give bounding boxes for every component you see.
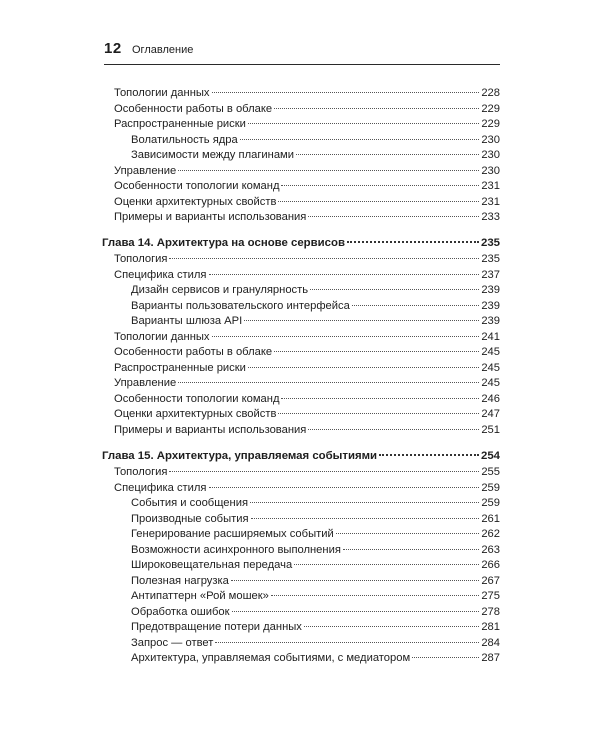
dot-leader (294, 564, 479, 565)
toc-entry-page: 284 (481, 636, 500, 649)
dot-leader (278, 413, 479, 414)
dot-leader (304, 626, 479, 627)
toc-entry-title: Варианты шлюза API (131, 315, 243, 327)
toc-entry-title: Распространенные риски (114, 361, 246, 374)
toc-entry-title: Особенности работы в облаке (114, 346, 273, 358)
toc-entry-page: 235 (481, 253, 500, 265)
toc-entry-title: Специфика стиля (114, 268, 207, 281)
toc-entry-title: Особенности топологии команд (114, 392, 280, 405)
toc-entry[interactable] (131, 314, 500, 328)
toc-entry[interactable] (114, 407, 500, 421)
toc-entry-title: Варианты пользовательского интерфейса (131, 299, 350, 312)
dot-leader (250, 502, 479, 503)
toc-entry[interactable] (114, 164, 500, 178)
toc-entry-page: 231 (481, 180, 500, 192)
toc-entry[interactable] (131, 527, 500, 541)
toc-entry[interactable] (114, 86, 500, 100)
page-number: 12 (104, 40, 122, 57)
toc-entry-page: 262 (481, 528, 500, 540)
toc-entry[interactable] (114, 376, 500, 390)
toc-entry-page: 281 (481, 621, 500, 633)
toc-entry-page: 261 (481, 512, 500, 525)
toc-entry-title: Управление (114, 377, 177, 389)
toc-entry-page: 266 (481, 559, 500, 571)
toc-entry[interactable] (131, 620, 500, 634)
toc-entry[interactable] (114, 361, 500, 375)
toc-entry-title: Волатильность ядра (131, 133, 238, 146)
running-title: Оглавление (132, 44, 194, 56)
dot-leader (209, 487, 480, 488)
page-header (104, 40, 500, 65)
dot-leader (178, 170, 479, 171)
dot-leader (231, 580, 479, 581)
toc-entry[interactable] (131, 512, 500, 526)
dot-leader (209, 274, 480, 275)
toc-entry-title: Запрос — ответ (131, 636, 214, 649)
dot-leader (308, 216, 479, 217)
toc-entry-page: 254 (480, 450, 500, 462)
toc-entry-page: 263 (481, 543, 500, 556)
toc-entry-page: 239 (481, 284, 500, 296)
toc-entry[interactable] (131, 574, 500, 588)
dot-leader (212, 92, 480, 93)
toc-entry[interactable] (114, 210, 500, 224)
toc-entry[interactable] (114, 179, 500, 193)
toc-entry[interactable] (114, 423, 500, 437)
dot-leader (215, 642, 479, 643)
toc-entry-title: Особенности топологии команд (114, 180, 280, 192)
toc-entry-title: Широковещательная передача (131, 559, 293, 571)
toc-entry[interactable] (114, 268, 500, 282)
dot-leader (310, 289, 479, 290)
toc-entry[interactable] (114, 102, 500, 116)
toc-entry-title: Антипаттерн «Рой мошек» (131, 590, 269, 602)
dot-leader (296, 154, 479, 155)
toc-entry-page: 259 (481, 497, 500, 509)
toc-entry-page: 245 (481, 361, 500, 374)
dot-leader (248, 367, 479, 368)
toc-entry-title: Производные события (131, 512, 249, 525)
toc-entry[interactable] (131, 558, 500, 572)
toc-entry-title: Глава 14. Архитектура на основе сервисов (102, 237, 345, 249)
toc-entry-title: Примеры и варианты использования (114, 423, 307, 436)
toc-entry-page: 230 (481, 133, 500, 146)
toc-entry-title: Генерирование расширяемых событий (131, 528, 334, 540)
chapter-heading[interactable] (102, 236, 500, 250)
toc-entry-title: Глава 15. Архитектура, управляемая событиями (102, 450, 378, 462)
toc-entry-title: Управление (114, 164, 177, 177)
toc-entry[interactable] (131, 636, 500, 650)
toc-entry[interactable] (131, 283, 500, 297)
dot-leader (278, 201, 479, 202)
toc-entry-title: Предотвращение потери данных (131, 621, 302, 633)
toc-entry[interactable] (114, 392, 500, 406)
toc-entry-title: События и сообщения (131, 497, 249, 509)
toc-entry-page: 229 (481, 102, 500, 115)
toc-entry-title: Топологии данных (114, 87, 210, 99)
toc-entry[interactable] (114, 345, 500, 359)
toc-entry-title: Оценки архитектурных свойств (114, 408, 277, 420)
dot-leader (336, 533, 480, 534)
dot-leader (274, 351, 479, 352)
toc-entry[interactable] (131, 651, 500, 665)
dot-leader (240, 139, 480, 140)
dot-leader (232, 611, 480, 612)
toc-entry-page: 247 (481, 408, 500, 420)
toc-entry-page: 241 (481, 330, 500, 343)
toc-entry-page: 251 (481, 423, 500, 436)
toc-entry-page: 229 (481, 118, 500, 130)
dot-leader (169, 471, 479, 472)
toc-entry[interactable] (131, 589, 500, 603)
toc-entry-title: Полезная нагрузка (131, 574, 229, 587)
toc-entry-title: Особенности работы в облаке (114, 102, 273, 115)
dot-leader (244, 320, 479, 321)
toc-entry[interactable] (131, 299, 500, 313)
dot-leader (251, 518, 480, 519)
toc-entry-page: 233 (481, 211, 500, 223)
dot-leader (271, 595, 479, 596)
toc-entry-title: Зависимости между плагинами (131, 149, 294, 161)
dot-leader (169, 258, 479, 259)
toc-entry[interactable] (114, 195, 500, 209)
toc-entry-page: 237 (481, 268, 500, 281)
dot-leader (347, 241, 479, 243)
toc-entry[interactable] (131, 133, 500, 147)
dot-leader (308, 429, 479, 430)
toc-entry-page: 230 (481, 149, 500, 161)
toc-entry-title: Топология (114, 253, 168, 265)
toc-entry[interactable] (131, 543, 500, 557)
dot-leader (352, 305, 480, 306)
toc-entry-title: Топология (114, 466, 168, 478)
dot-leader (412, 657, 479, 658)
toc-entry-title: Обработка ошибок (131, 605, 230, 618)
toc-entry-page: 259 (481, 481, 500, 494)
toc-entry-page: 246 (481, 392, 500, 405)
toc-entry-page: 245 (481, 377, 500, 389)
toc-entry[interactable] (131, 496, 500, 510)
dot-leader (343, 549, 479, 550)
toc-entry-page: 275 (481, 590, 500, 602)
toc-entry-page: 228 (481, 87, 500, 99)
toc-entry[interactable] (114, 117, 500, 131)
toc-entry-page: 245 (481, 346, 500, 358)
toc-entry-title: Возможности асинхронного выполнения (131, 543, 341, 556)
toc-entry-page: 239 (481, 299, 500, 312)
dot-leader (212, 336, 480, 337)
toc-entry-title: Оценки архитектурных свойств (114, 195, 277, 208)
dot-leader (248, 123, 479, 124)
dot-leader (178, 382, 479, 383)
toc-entry-page: 231 (481, 195, 500, 208)
toc-entry-title: Распространенные риски (114, 118, 246, 130)
chapter-heading[interactable] (102, 449, 500, 463)
dot-leader (281, 398, 479, 399)
dot-leader (379, 454, 479, 456)
toc-entry-title: Архитектура, управляемая событиями, с медиатором (131, 652, 411, 664)
toc-entry-page: 267 (481, 574, 500, 587)
toc-entry-page: 235 (480, 237, 500, 249)
toc-entry-title: Дизайн сервисов и гранулярность (131, 284, 309, 296)
dot-leader (281, 185, 479, 186)
toc-entry-page: 255 (481, 466, 500, 478)
toc-entry[interactable] (131, 148, 500, 162)
toc-entry-page: 239 (481, 315, 500, 327)
toc-entry[interactable] (114, 252, 500, 266)
toc-entry[interactable] (114, 330, 500, 344)
toc-entry-title: Специфика стиля (114, 481, 207, 494)
toc-entry[interactable] (114, 465, 500, 479)
toc-entry-title: Примеры и варианты использования (114, 211, 307, 223)
toc-entry-page: 287 (481, 652, 500, 664)
toc-entry[interactable] (114, 481, 500, 495)
toc-entry[interactable] (131, 605, 500, 619)
toc-entry-page: 230 (481, 164, 500, 177)
toc-entry-title: Топологии данных (114, 330, 210, 343)
dot-leader (274, 108, 479, 109)
toc-entry-page: 278 (481, 605, 500, 618)
